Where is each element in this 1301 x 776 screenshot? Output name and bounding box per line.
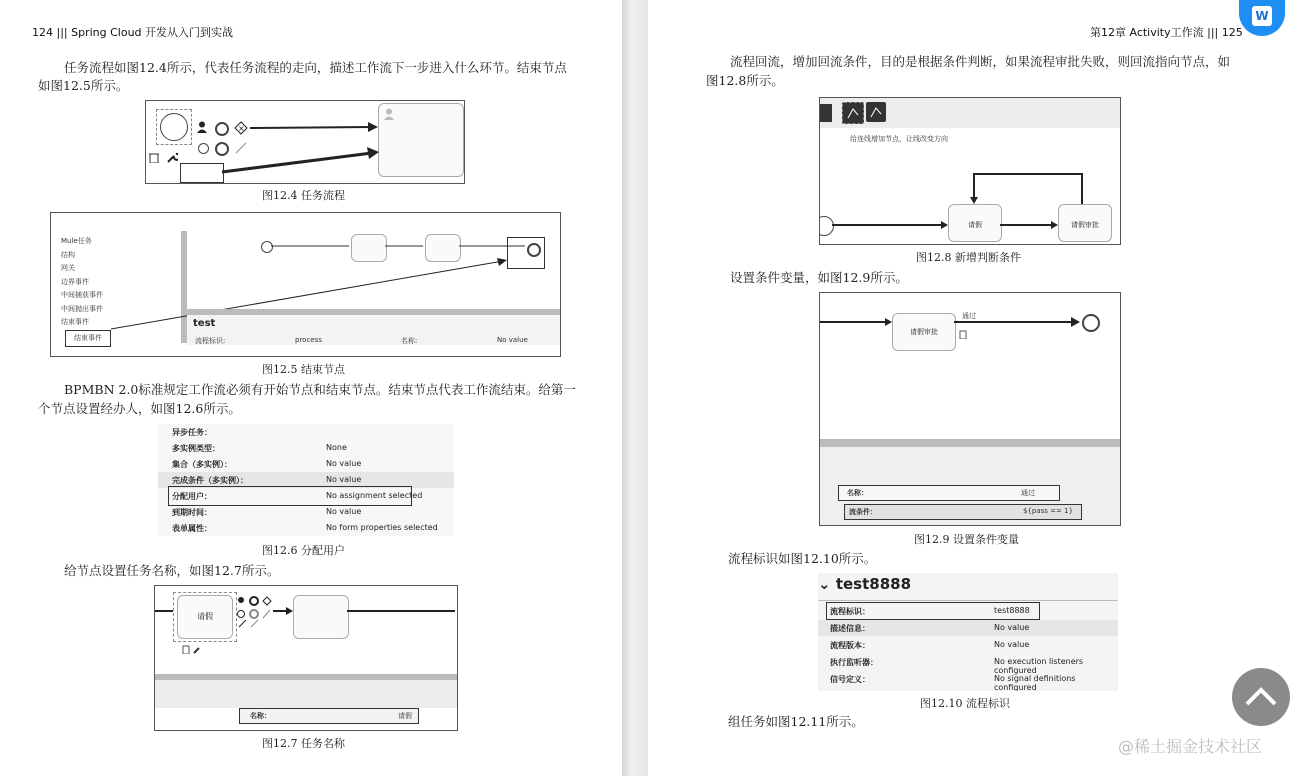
- name-key: 名称：: [847, 489, 868, 497]
- right-para3: 流程标识如图12.10所示。: [728, 551, 877, 566]
- condition-field-row[interactable]: [844, 504, 1082, 520]
- right-para4: 组任务如图12.11所示。: [728, 714, 864, 729]
- prop-value[interactable]: No assignment selected: [326, 491, 423, 500]
- left-para2-line2: 个节点设置经办人，如图12.6所示。: [38, 401, 241, 416]
- prop-row: [158, 504, 454, 520]
- prop-value[interactable]: No value: [326, 475, 362, 484]
- task-label: 请假审批: [1071, 221, 1099, 229]
- task-label: 请假审批: [910, 328, 938, 336]
- prop-row: [158, 456, 454, 472]
- fig7-caption: 图12.7 任务名称: [262, 737, 345, 750]
- prop-key: 多实例类型：: [172, 444, 220, 453]
- prop-value[interactable]: No signal definitions configured: [994, 674, 1076, 691]
- figure-12-10: [818, 573, 1118, 691]
- col-name-label: 名称:: [401, 337, 418, 345]
- properties-panel: [155, 680, 457, 708]
- col-name-value[interactable]: No value: [497, 336, 528, 344]
- prop-key: 完成条件（多实例）：: [172, 476, 248, 485]
- prop-row: [818, 637, 1118, 653]
- loop-back-flows: [820, 98, 1120, 244]
- prop-row: [818, 620, 1118, 636]
- figure-12-6: [158, 424, 454, 536]
- right-para1-line1: 流程回流，增加回流条件，目的是根据条件判断，如果流程审批失败，则回流指向节点，如: [730, 54, 1231, 69]
- fig5-caption: 图12.5 结束节点: [262, 363, 345, 376]
- figure-12-5: [50, 212, 561, 357]
- prop-value[interactable]: test8888: [994, 606, 1030, 615]
- prop-value[interactable]: None: [326, 443, 347, 452]
- figure-12-7: [154, 585, 458, 731]
- task-label: 请假: [968, 221, 982, 229]
- left-page: [0, 0, 622, 776]
- flow-arrows: [146, 101, 464, 183]
- col-process-id-label: 流程标识:: [195, 337, 226, 345]
- left-para2-line1: BPMBN 2.0标准规定工作流必须有开始节点和结束节点。结束节点代表工作流结束。给第一: [64, 382, 576, 397]
- prop-row: [818, 654, 1118, 675]
- fig10-caption: 图12.10 流程标识: [920, 697, 1010, 710]
- prop-row: [158, 424, 454, 440]
- tree-item[interactable]: Mule任务: [61, 237, 92, 245]
- prop-key: 到期时间：: [172, 508, 212, 517]
- properties-panel: [187, 315, 560, 345]
- left-page-header: 124 ||| Spring Cloud 开发从入门到实战: [32, 26, 234, 39]
- prop-key: 流程版本：: [830, 641, 870, 650]
- left-para1-line2: 如图12.5所示。: [38, 78, 129, 93]
- prop-row: [818, 671, 1118, 691]
- right-page-header: 第12章 Activity工作流 ||| 125: [1090, 26, 1243, 39]
- condition-key: 流条件：: [849, 508, 877, 516]
- name-key: 名称：: [250, 712, 271, 720]
- prop-value[interactable]: No value: [994, 623, 1030, 632]
- name-value[interactable]: 请假: [398, 712, 412, 720]
- tree-item[interactable]: 网关: [61, 264, 75, 272]
- prop-key: 异步任务：: [172, 428, 212, 437]
- fig4-caption: 图12.4 任务流程: [262, 189, 345, 202]
- col-process-id-value[interactable]: process: [295, 336, 322, 344]
- tree-item[interactable]: 结构: [61, 250, 75, 259]
- left-para3: 给节点设置任务名称，如图12.7所示。: [64, 563, 280, 578]
- name-value[interactable]: 通过: [1021, 489, 1035, 497]
- process-title-text: test8888: [835, 575, 912, 593]
- name-field-row[interactable]: [838, 485, 1060, 501]
- prop-value[interactable]: No value: [326, 459, 362, 468]
- watermark: @稀土掘金技术社区: [1118, 737, 1263, 756]
- page-gutter: [622, 0, 648, 776]
- divider: [818, 600, 1118, 601]
- tree-item[interactable]: 中间抛出事件: [61, 304, 103, 313]
- prop-key: 分配用户：: [172, 492, 212, 501]
- chevron-up-icon: [1232, 668, 1290, 726]
- name-field-row[interactable]: [239, 708, 419, 724]
- figure-12-4: [145, 100, 465, 184]
- prop-key: 执行监听器：: [830, 658, 878, 667]
- prop-key: 集合（多实例）：: [172, 460, 232, 469]
- right-para1-line2: 图12.8所示。: [706, 73, 784, 88]
- assignee-highlight-box: [168, 486, 412, 506]
- prop-key: 描述信息：: [830, 624, 870, 633]
- task-label: 请假: [197, 612, 213, 621]
- condition-value[interactable]: ${pass == 1}: [1023, 507, 1074, 515]
- tree-item[interactable]: 中间捕获事件: [61, 291, 103, 299]
- figure-12-9: [819, 292, 1121, 526]
- fig8-caption: 图12.8 新增判断条件: [916, 251, 1021, 264]
- prop-row: [158, 440, 454, 456]
- prop-key: 表单属性：: [172, 524, 212, 533]
- left-para1-line1: 任务流程如图12.4所示，代表任务流程的走向，描述工作流下一步进入什么环节。结束节点: [64, 60, 567, 75]
- toolbar-hint: 给连线增加节点，让线改变方向: [850, 135, 948, 143]
- prop-row: [158, 520, 454, 536]
- prop-value[interactable]: No form properties selected: [326, 523, 438, 532]
- panel-title: test: [193, 318, 216, 329]
- prop-key: 信号定义：: [830, 675, 870, 684]
- flow-label: 通过: [962, 312, 976, 320]
- panel-divider: [820, 439, 1120, 447]
- svg-text:×: ×: [238, 124, 245, 133]
- collapse-chevron-icon[interactable]: ⌄: [818, 575, 831, 593]
- process-title: [818, 575, 911, 593]
- right-para2: 设置条件变量，如图12.9所示。: [730, 270, 908, 285]
- tree-item-end-event[interactable]: 结束事件: [65, 330, 111, 348]
- fig6-caption: 图12.6 分配用户: [262, 544, 345, 557]
- word-icon: W: [1252, 6, 1272, 26]
- right-page: [648, 0, 1301, 776]
- prop-value[interactable]: No value: [326, 507, 362, 516]
- scroll-to-top-button[interactable]: [1232, 668, 1290, 726]
- figure-12-8: [819, 97, 1121, 245]
- tree-item[interactable]: 结束事件: [61, 318, 89, 326]
- prop-value[interactable]: No execution listeners configured: [994, 657, 1084, 675]
- prop-key: 流程标识：: [830, 607, 870, 616]
- prop-value[interactable]: No value: [994, 640, 1030, 649]
- process-id-highlight-box: [826, 602, 1040, 620]
- tree-item[interactable]: 边界事件: [61, 277, 89, 286]
- fig9-caption: 图12.9 设置条件变量: [914, 533, 1019, 546]
